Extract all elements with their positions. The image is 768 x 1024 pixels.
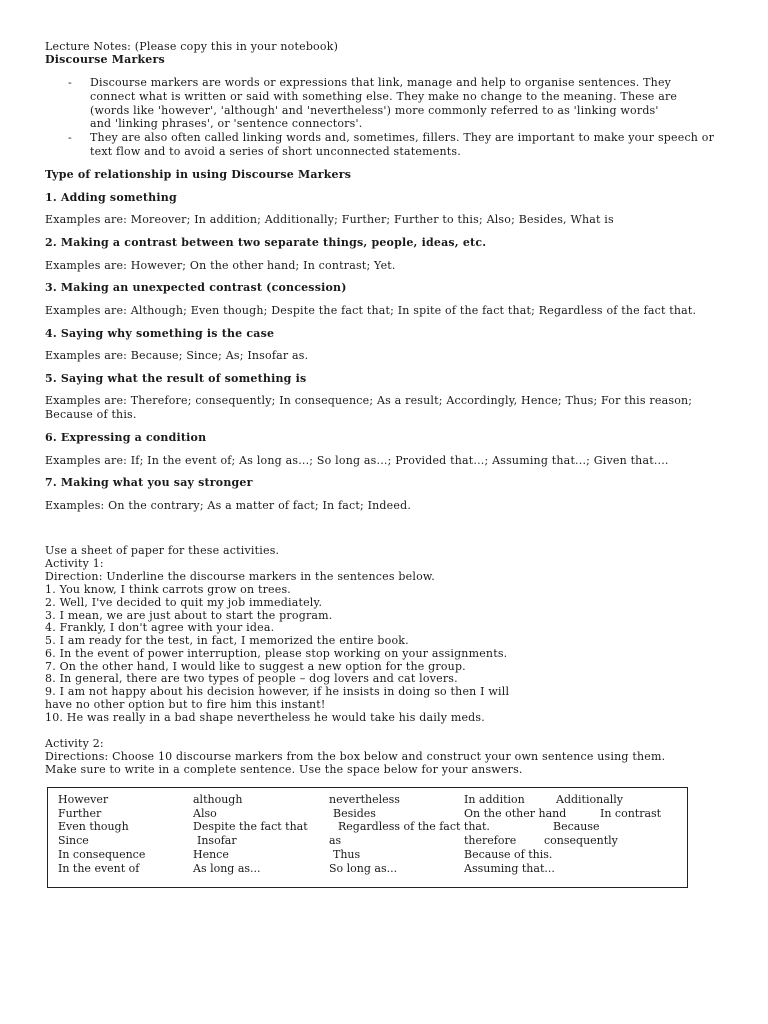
relationship-heading: 6. Expressing a condition [45, 431, 207, 444]
activity-sentence: 3. I mean, we are just about to start the program. [45, 609, 333, 622]
bullet-text-line: (words like 'however', 'although' and 'nevertheless') more commonly referred to as 'linking words' [90, 104, 659, 117]
activity-direction: Direction: Underline the discourse markers in the sentences below. [45, 570, 435, 583]
bullet-text-line: They are also often called linking words and, sometimes, fillers. They are important to make your speech or [90, 131, 715, 144]
marker-box-entry: Regardless of the fact that. [338, 820, 490, 833]
marker-box-entry: On the other hand [464, 807, 567, 820]
marker-box-entry: Hence [193, 848, 229, 861]
marker-box-entry: consequently [544, 834, 618, 847]
relationship-heading: 1. Adding something [45, 191, 177, 204]
examples-line: Examples: On the contrary; As a matter of fact; In fact; Indeed. [45, 499, 412, 512]
marker-box-entry: As long as... [193, 862, 261, 875]
marker-box-entry: In addition [464, 793, 525, 806]
section-heading: Type of relationship in using Discourse Markers [45, 168, 352, 181]
relationship-heading: 5. Saying what the result of something is [45, 372, 307, 385]
activity-sentence: 7. On the other hand, I would like to suggest a new option for the group. [45, 660, 466, 673]
relationship-heading: 3. Making an unexpected contrast (concession) [45, 281, 347, 294]
marker-box-entry: Further [58, 807, 102, 820]
activity-title: Activity 1: [45, 557, 104, 570]
marker-box-entry: Insofar [197, 834, 237, 847]
marker-box-entry: However [58, 793, 109, 806]
marker-box-entry: Assuming that... [464, 862, 555, 875]
activity-sentence: 5. I am ready for the test, in fact, I memorized the entire book. [45, 634, 409, 647]
activity-sentence: 4. Frankly, I don't agree with your idea. [45, 621, 275, 634]
examples-line: Examples are: If; In the event of; As long as...; So long as...; Provided that...; Assuming that...; Given that.... [45, 454, 669, 467]
marker-box-entry: Because [553, 820, 600, 833]
marker-box-entry: In contrast [600, 807, 662, 820]
activity-sentence: 2. Well, I've decided to quit my job immediately. [45, 596, 323, 609]
marker-box-entry: although [193, 793, 243, 806]
bullet-text-line: connect what is written or said with something else. They make no change to the meaning. These are [90, 90, 678, 103]
activity-sentence: 6. In the event of power interruption, please stop working on your assignments. [45, 647, 508, 660]
examples-line: Examples are: However; On the other hand; In contrast; Yet. [45, 259, 396, 272]
examples-line: Examples are: Because; Since; As; Insofar as. [45, 349, 309, 362]
examples-line: Examples are: Although; Even though; Despite the fact that; In spite of the fact that; Regardless of the fact that. [45, 304, 697, 317]
examples-line: Because of this. [45, 408, 137, 421]
marker-box-entry: So long as... [329, 862, 398, 875]
relationship-heading: 7. Making what you say stronger [45, 476, 253, 489]
marker-box-entry: nevertheless [329, 793, 400, 806]
bullet-text-line: Discourse markers are words or expressions that link, manage and help to organise sentences. They [90, 76, 672, 89]
activity-sentence: 8. In general, there are two types of people – dog lovers and cat lovers. [45, 672, 458, 685]
marker-box-entry: Since [58, 834, 89, 847]
marker-box-entry: Even though [58, 820, 129, 833]
bullet-dash: - [68, 76, 72, 89]
lecture-note-line: Lecture Notes: (Please copy this in your notebook) [45, 40, 339, 53]
bullet-dash: - [68, 131, 72, 144]
relationship-heading: 4. Saying why something is the case [45, 327, 275, 340]
activity-direction: Make sure to write in a complete sentence. Use the space below for your answers. [45, 763, 523, 776]
marker-box-entry: Despite the fact that [193, 820, 308, 833]
marker-box-entry: In consequence [58, 848, 146, 861]
marker-box-entry: In the event of [58, 862, 140, 875]
marker-box-entry: therefore [464, 834, 517, 847]
page-title: Discourse Markers [45, 53, 165, 66]
bullet-text-line: and 'linking phrases', or 'sentence connectors'. [90, 117, 363, 130]
activity-sentence: 9. I am not happy about his decision however, if he insists in doing so then I will [45, 685, 510, 698]
marker-box-entry: as [329, 834, 342, 847]
activities-intro: Use a sheet of paper for these activities. [45, 544, 280, 557]
activity-direction: Directions: Choose 10 discourse markers from the box below and construct your own sentence using them. [45, 750, 666, 763]
marker-box-entry: Thus [333, 848, 361, 861]
marker-box-entry: Besides [333, 807, 376, 820]
activity-sentence: 1. You know, I think carrots grow on trees. [45, 583, 291, 596]
marker-box-entry: Because of this. [464, 848, 553, 861]
activity-sentence: 10. He was really in a bad shape nevertheless he would take his daily meds. [45, 711, 485, 724]
relationship-heading: 2. Making a contrast between two separate things, people, ideas, etc. [45, 236, 487, 249]
activity-sentence: have no other option but to fire him this instant! [45, 698, 326, 711]
bullet-text-line: text flow and to avoid a series of short unconnected statements. [90, 145, 461, 158]
examples-line: Examples are: Moreover; In addition; Additionally; Further; Further to this; Also; Besides, What is [45, 213, 614, 226]
examples-line: Examples are: Therefore; consequently; In consequence; As a result; Accordingly, Hence; Thus; For this reason; [45, 394, 693, 407]
activity-title: Activity 2: [45, 737, 104, 750]
marker-box-entry: Also [193, 807, 217, 820]
marker-box-entry: Additionally [556, 793, 623, 806]
